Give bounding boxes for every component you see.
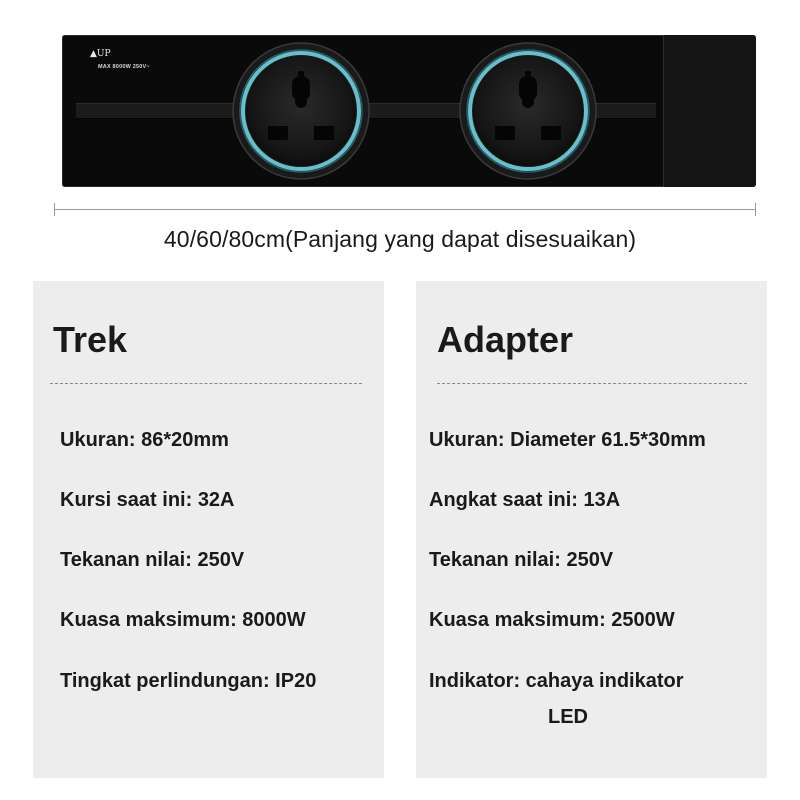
rating-label: MAX 8000W 250V~ [98, 64, 150, 70]
socket-adapter-right [459, 42, 597, 180]
trek-spec-current: Kursi saat ini: 32A [60, 489, 235, 511]
trek-spec-protection: Tingkat perlindungan: IP20 [60, 670, 317, 692]
adapter-spec-indicator: Indikator: cahaya indikator [429, 670, 684, 692]
trek-spec-max-power: Kuasa maksimum: 8000W [60, 609, 306, 631]
dimension-text: 40/60/80cm(Panjang yang dapat disesuaikan) [163, 226, 637, 252]
trek-divider [50, 383, 362, 384]
adapter-spec-max-power: Kuasa maksimum: 2500W [429, 609, 675, 631]
up-label: ▲UP [90, 49, 111, 59]
socket-adapter-left [232, 42, 370, 180]
adapter-spec-panel [416, 281, 767, 778]
adapter-divider [437, 383, 747, 384]
adapter-spec-voltage: Tekanan nilai: 250V [429, 549, 614, 571]
trek-title: Trek [53, 319, 128, 360]
adapter-spec-size: Ukuran: Diameter 61.5*30mm [429, 429, 706, 451]
trek-spec-panel [33, 281, 384, 778]
adapter-spec-indicator-continued: LED [548, 706, 588, 728]
adapter-title: Adapter [437, 319, 574, 360]
trek-spec-size: Ukuran: 86*20mm [60, 429, 229, 451]
adapter-spec-current: Angkat saat ini: 13A [429, 489, 621, 511]
dimension-line [54, 209, 756, 210]
dimension-tick-right [755, 203, 756, 216]
track-end-cap [663, 35, 756, 187]
power-track-image [62, 35, 756, 187]
trek-spec-voltage: Tekanan nilai: 250V [60, 549, 245, 571]
